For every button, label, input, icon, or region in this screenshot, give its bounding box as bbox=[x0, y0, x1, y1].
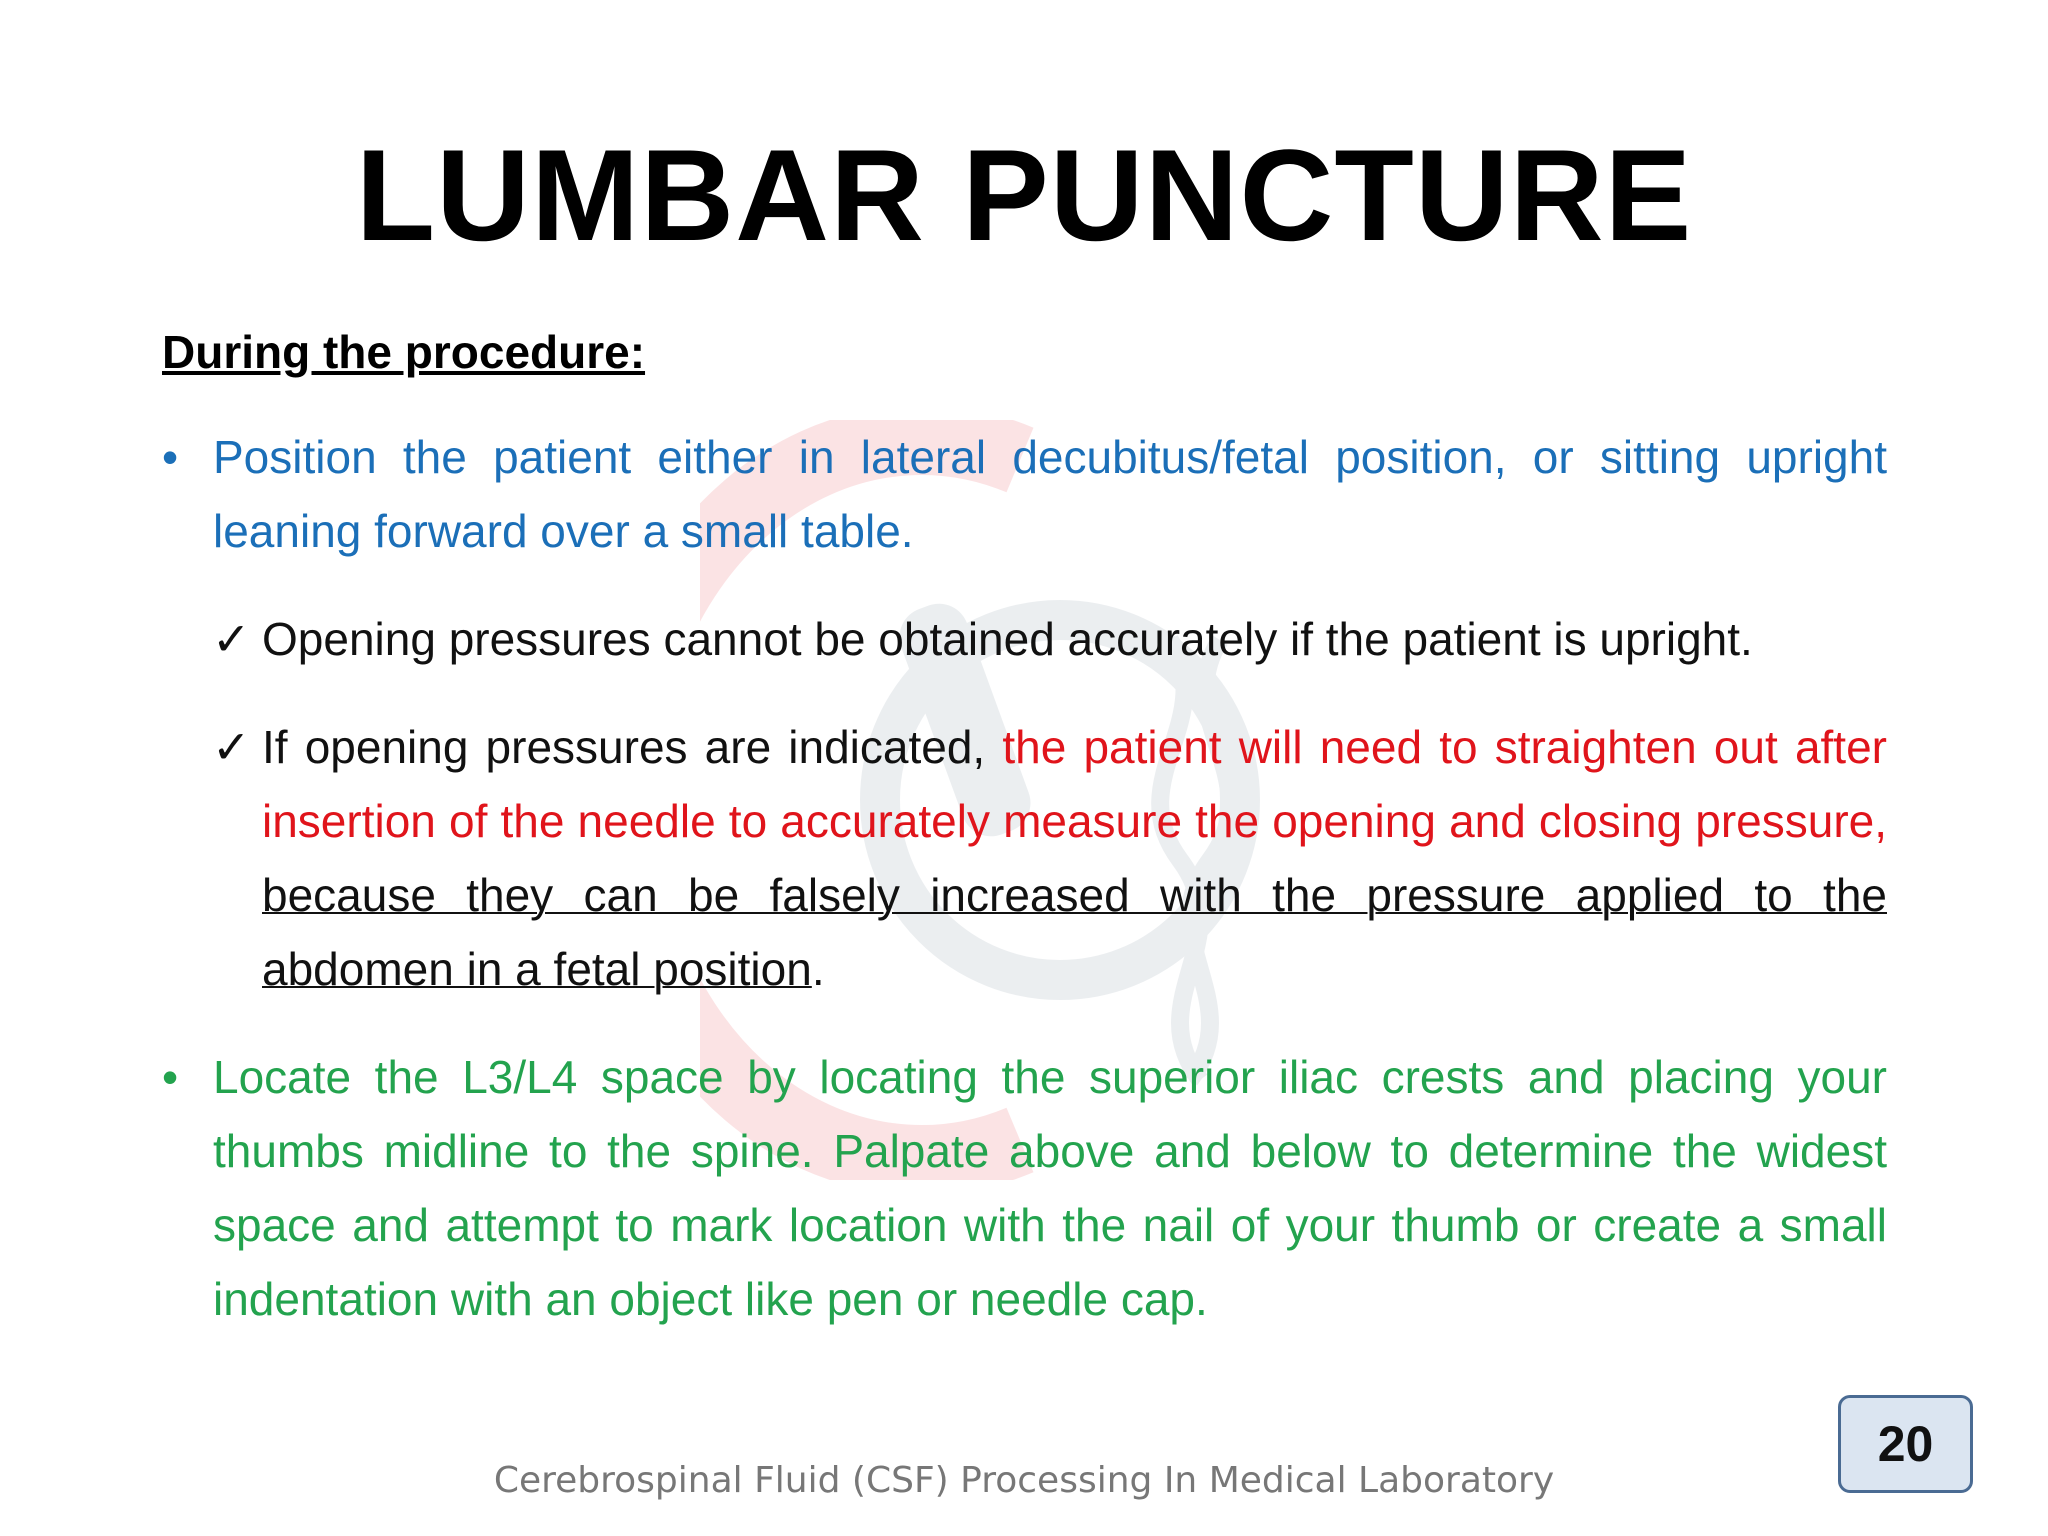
check-item-opening-pressure bbox=[162, 602, 1887, 676]
checkmark-icon: ✓ bbox=[212, 721, 251, 773]
bullet-text: Locate the L3/L4 space by locating the superior iliac crests and placing your thumbs midline to the spine. Palpate above and below to determine the widest space and attempt to mark location with the nail of your thumb or create a small indentation with an object like pen or needle cap. bbox=[213, 1051, 1887, 1325]
bullet-item-locate bbox=[162, 1040, 1887, 1336]
bullet-item-position bbox=[162, 420, 1887, 568]
bullet-icon: • bbox=[162, 431, 179, 483]
check-text-underlined: because they can be falsely increased with the pressure applied to the abdomen in a fetal position bbox=[262, 869, 1887, 995]
check-text: Opening pressures cannot be obtained accurately if the patient is upright. bbox=[262, 613, 1753, 665]
check-item-indicated bbox=[162, 710, 1887, 1006]
bullet-text: Position the patient either in lateral decubitus/fetal position, or sitting upright leaning forward over a small table. bbox=[213, 431, 1887, 557]
checkmark-icon: ✓ bbox=[212, 613, 251, 665]
page-number-badge: 20 bbox=[1838, 1395, 1973, 1493]
bullet-icon: • bbox=[162, 1051, 179, 1103]
section-subheading: During the procedure: bbox=[162, 326, 646, 378]
slide-title: LUMBAR PUNCTURE bbox=[355, 122, 1693, 268]
slide-content bbox=[162, 420, 1887, 1336]
slide-footer: Cerebrospinal Fluid (CSF) Processing In Medical Laboratory bbox=[493, 1460, 1555, 1501]
check-text-red: the patient will need to straighten out after insertion of the needle to accurately measure the opening and closing pressure, bbox=[262, 721, 1887, 847]
check-text-end: . bbox=[811, 943, 825, 995]
check-text-plain: If opening pressures are indicated, bbox=[262, 721, 1003, 773]
